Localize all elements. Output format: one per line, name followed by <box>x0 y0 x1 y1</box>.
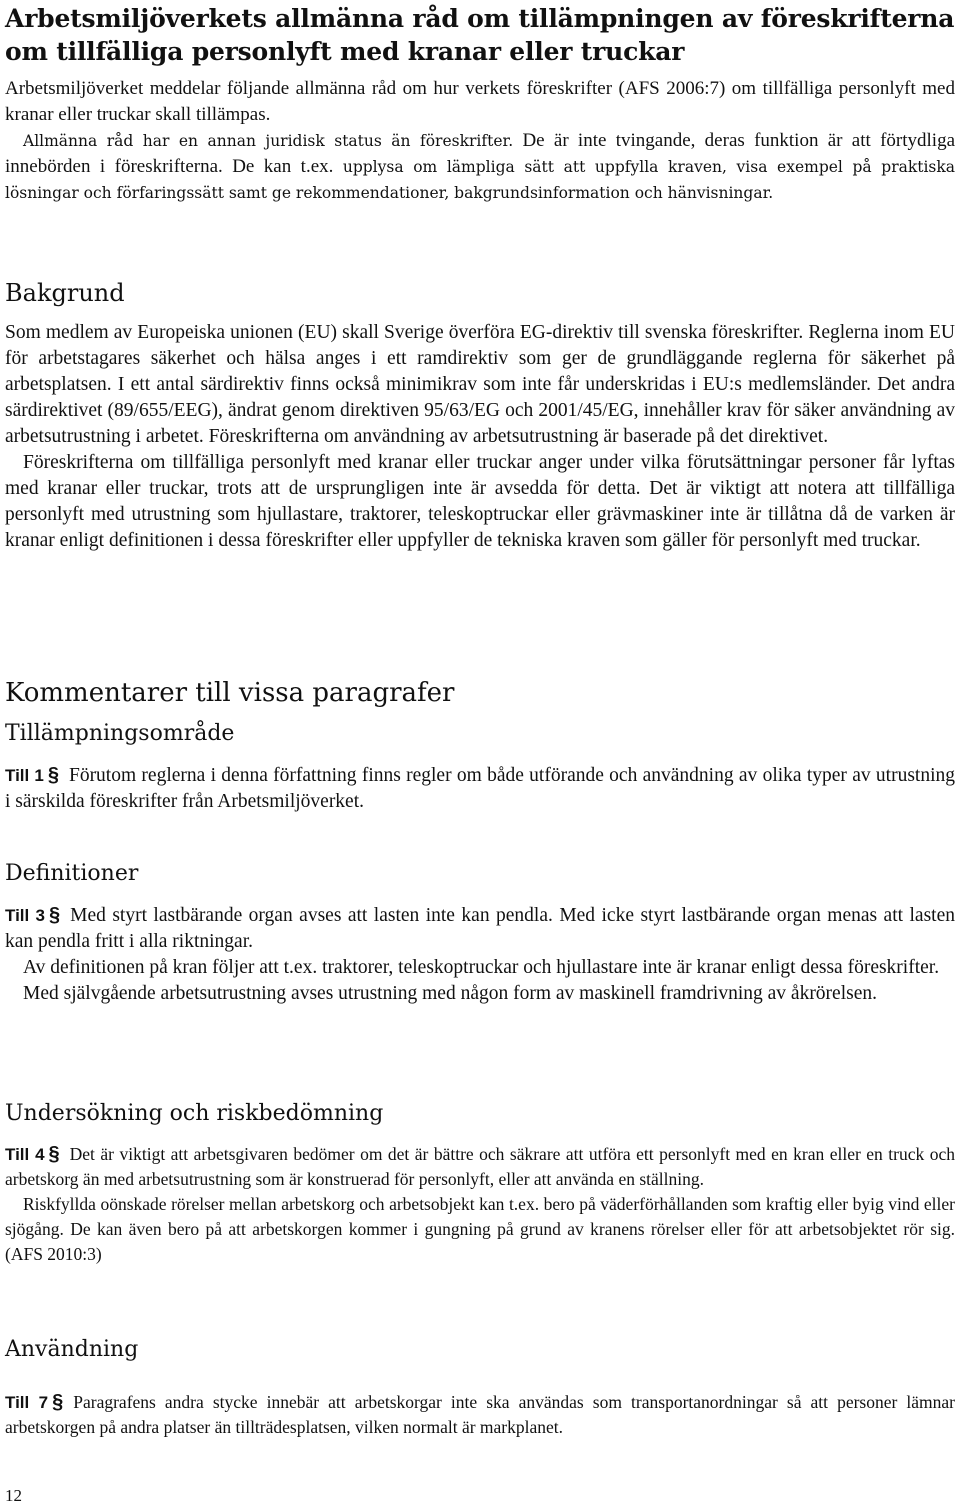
intro-text-4: upplysa om lämpliga sätt att uppfylla kraven, visa exempel på praktiska lösningar och förfaringssätt samt ge rekommendationer, bakgrundsinformation och hänvisningar. <box>5 158 956 202</box>
definitioner-paragraph-3: Med självgående arbetsutrustning avses utrustning med någon form av maskinell framdrivning av åkrörelsen. <box>23 983 877 1004</box>
subsection-heading: Definitioner <box>5 861 139 886</box>
paragraph-reference: Till 4 § <box>5 1143 60 1165</box>
subsection-heading: Undersökning och riskbedömning <box>5 1101 384 1126</box>
intro-paragraph <box>5 76 955 206</box>
bakgrund-paragraph-2: Föreskrifterna om tillfälliga personlyft med kranar eller truckar anger under vilka förutsättningar personer får lyftas med kranar eller truckar, trots att de ursprungligen inte är avsedda för detta. Det är viktigt att notera att tillfälliga personlyft med utrustning som hjullastare, traktorer, teleskoptruckar eller grävmaskiner inte är tillåtna då de varken är kranar enligt definitionen i dessa föreskrifter eller uppfyller de tekniska kraven som gäller för personlyft med truckar. <box>5 452 955 551</box>
page-number: 12 <box>5 1486 22 1505</box>
document-page <box>5 0 955 206</box>
intro-text-3: De är inte tvingande, deras funktion är att förtydliga innebörden i föreskrifterna. De kan t.ex. <box>5 130 956 177</box>
subsection-heading: Användning <box>5 1337 139 1362</box>
section-undersokning <box>5 1098 955 1267</box>
paragraph-till-7: Till 7 § Paragrafens andra stycke innebär att arbetskorgar inte ska användas som transportanordningar så att personer lämnar arbetskorgen på andra platser än tillträdesplatsen, vilken normalt är markplanet. <box>5 1391 955 1437</box>
page-title: Arbetsmiljöverkets allmänna råd om tillämpningen av föreskrifterna om tillfälliga personlyft med kranar eller truckar <box>5 4 955 66</box>
undersokning-paragraph-2: Riskfyllda oönskade rörelser mellan arbetskorg och arbetsobjekt kan t.ex. bero på väderförhållanden som kraftig eller byig vind eller sjögång. De kan även bero på att arbetskorgen kommer i gungning på grund av kranens rörelser eller för att arbetsobjektet rör sig. (AFS 2010:3) <box>5 1194 955 1264</box>
section-kommentarer <box>5 674 955 815</box>
section-bakgrund <box>5 276 955 554</box>
intro-text-2: Allmänna råd har en annan juridisk status än föreskrifter. <box>23 132 514 150</box>
paragraph-reference: Till 3 § <box>5 904 61 926</box>
section-definitioner <box>5 858 955 1007</box>
definitioner-paragraph-2: Av definitionen på kran följer att t.ex. traktorer, teleskoptruckar och hjullastare inte är kranar enligt dessa föreskrifter. <box>23 957 940 978</box>
subsection-heading: Tillämpningsområde <box>5 721 235 746</box>
paragraph-till-4: Till 4 § Det är viktigt att arbetsgivaren bedömer om det är bättre och säkrare att utföra ett personlyft med en kran eller en truck och arbetskorg än med arbetsutrustning som är konstruerad för personlyft, eller att använda en ställning. <box>5 1143 955 1189</box>
section-heading: Kommentarer till vissa paragrafer <box>5 678 455 708</box>
section-heading: Bakgrund <box>5 279 125 307</box>
paragraph-reference: Till 7 § <box>5 1391 64 1413</box>
paragraph-reference: Till 1 § <box>5 764 59 786</box>
paragraph-till-3: Till 3 § Med styrt lastbärande organ avses att lasten inte kan pendla. Med icke styrt lastbärande organ menas att lasten kan pendla fritt i alla riktningar. <box>5 904 955 952</box>
section-anvandning <box>5 1334 955 1440</box>
intro-text-1: Arbetsmiljöverket meddelar följande allmänna råd om hur verkets föreskrifter (AFS 2006:7) om tillfälliga personlyft med kranar eller truckar skall tillämpas. <box>5 78 955 125</box>
bakgrund-paragraph-1: Som medlem av Europeiska unionen (EU) skall Sverige överföra EG-direktiv till svenska föreskrifter. Reglerna inom EU för arbetstagares säkerhet och hälsa anges i ett ramdirektiv som ger de grundläggande reglerna för säkerhet på arbetsplatsen. I ett antal särdirektiv finns också minimikrav som inte får underskridas i EU:s medlemsländer. Det andra särdirektivet (89/655/EEG), ändrat genom direktiven 95/63/EG och 2001/45/EG, innehåller krav för säker användning av arbetsutrustning i arbetet. Föreskrifterna om användning av arbetsutrustning är baserade på det direktivet. <box>5 322 955 447</box>
paragraph-till-1: Till 1 § Förutom reglerna i denna författning finns regler om både utförande och användning av olika typer av utrustning i särskilda föreskrifter från Arbetsmiljöverket. <box>5 764 955 812</box>
